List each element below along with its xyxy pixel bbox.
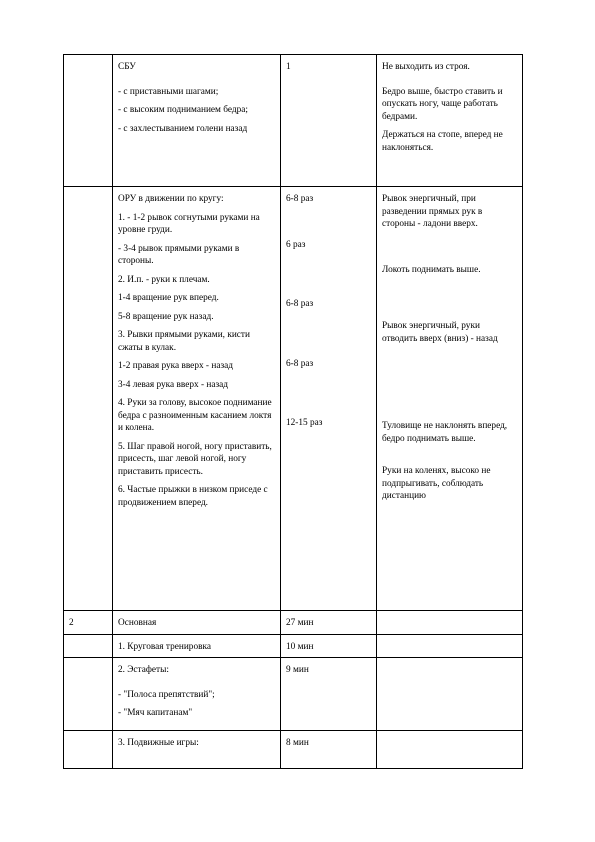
cell-content <box>113 55 281 187</box>
note-text: Рывок энергичный, при разведении прямых рук в стороны - ладони вверх. <box>382 194 483 229</box>
list-item: - "Полоса препятствий"; <box>118 689 215 700</box>
cell-number <box>64 730 113 768</box>
dose-value: 6-8 раз <box>286 358 314 369</box>
note-text: Не выходить из строя. <box>382 62 470 72</box>
cell-dose <box>281 55 377 187</box>
cell-content <box>113 187 281 611</box>
table-row-games <box>64 730 523 768</box>
cell-dose <box>281 658 377 731</box>
cell-notes <box>377 730 523 768</box>
cell-notes <box>377 658 523 731</box>
cell-notes <box>377 634 523 658</box>
list-item: 5-8 вращение рук назад. <box>118 311 214 322</box>
list-item: 1. - 1-2 рывок согнутыми руками на уровне груди. <box>118 212 260 235</box>
list-item: - с приставными шагами; <box>118 86 219 97</box>
list-item: 1-4 вращение рук вперед. <box>118 293 219 303</box>
list-item: 3. Рывки прямыми руками, кисти сжаты в кулак. <box>118 330 250 353</box>
list-item: 6. Частые прыжки в низком приседе с продвижением вперед. <box>118 485 268 508</box>
cell-number <box>64 658 113 731</box>
cell-notes <box>377 611 523 635</box>
dose-value: 12-15 раз <box>286 418 323 428</box>
cell-content: 1. Круговая тренировка <box>113 634 281 658</box>
cell-content: 3. Подвижные игры: <box>113 730 281 768</box>
cell-dose: 8 мин <box>281 730 377 768</box>
note-text: Держаться на стопе, вперед не наклоняться. <box>382 130 503 153</box>
cell-number <box>64 55 113 187</box>
list-item: - с высоким подниманием бедра; <box>118 105 248 115</box>
cell-dose: 10 мин <box>281 634 377 658</box>
note-text: Бедро выше, быстро ставить и опускать ногу, чаще работать бедрами. <box>382 86 503 122</box>
cell-number <box>64 634 113 658</box>
cell-dose: 27 мин <box>281 611 377 635</box>
cell-content <box>113 658 281 731</box>
note-text: Локоть поднимать выше. <box>382 264 481 275</box>
dose-value: 9 мин <box>286 665 309 675</box>
table-row-oru <box>64 187 523 611</box>
cell-notes <box>377 55 523 187</box>
cell-dose <box>281 187 377 611</box>
cell-notes <box>377 187 523 611</box>
table-row-sbu <box>64 55 523 187</box>
list-item: 2. И.п. - руки к плечам. <box>118 274 210 285</box>
dose-value: 6-8 раз <box>286 194 314 204</box>
table-row-relay <box>64 658 523 731</box>
list-item: 3-4 левая рука вверх - назад <box>118 379 229 390</box>
table-row-main <box>64 611 523 635</box>
relay-title: 2. Эстафеты: <box>118 665 169 675</box>
dose-value: 6-8 раз <box>286 299 314 309</box>
list-item: - 3-4 рывок прямыми руками в стороны. <box>118 243 240 266</box>
table-row-circuit <box>64 634 523 658</box>
list-item: 4. Руки за голову, высокое поднимание бедра с разноименным касанием локтя и колена. <box>118 398 272 433</box>
lesson-plan-table <box>63 54 523 769</box>
list-item: 5. Шаг правой ногой, ногу приставить, присесть, шаг левой ногой, ногу приставить присесть. <box>118 441 272 477</box>
dose-value: 6 раз <box>286 239 306 250</box>
list-item: - с захлестыванием голени назад <box>118 123 248 134</box>
list-item: - "Мяч капитанам" <box>118 708 193 718</box>
note-text: Руки на коленях, высоко не подпрыгивать, соблюдать дистанцию <box>382 466 491 501</box>
oru-title: ОРУ в движении по кругу: <box>118 194 224 204</box>
note-text: Туловище не наклонять вперед, бедро поднимать выше. <box>382 421 508 444</box>
cell-number <box>64 187 113 611</box>
note-text: Рывок энергичный, руки отводить вверх (вниз) - назад <box>382 321 498 344</box>
cell-number: 2 <box>64 611 113 635</box>
sbu-title: СБУ <box>118 62 136 72</box>
list-item: 1-2 правая рука вверх - назад <box>118 361 233 371</box>
cell-content: Основная <box>113 611 281 635</box>
dose-value: 1 <box>286 62 291 72</box>
